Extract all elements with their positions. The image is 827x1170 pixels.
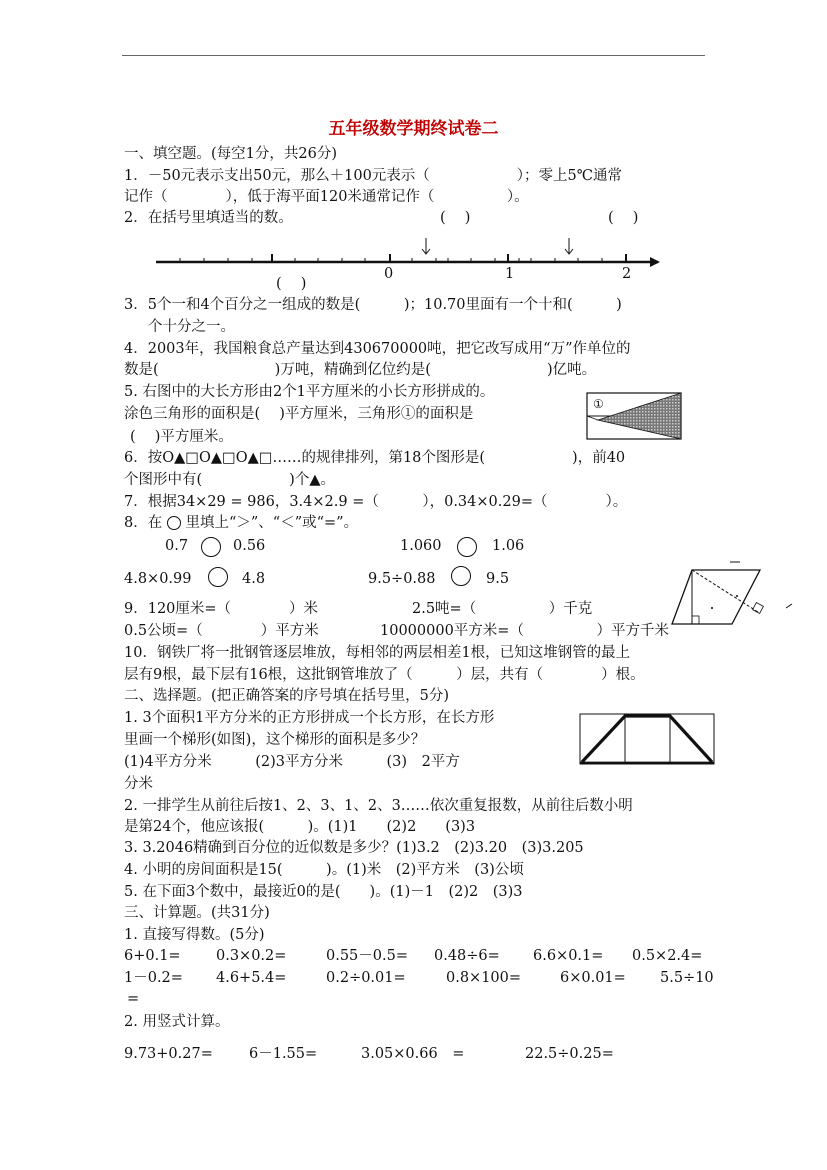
compare-circle[interactable] [457, 537, 477, 557]
compare-circle[interactable] [201, 537, 221, 557]
page-title: 五年级数学期终试卷二 [328, 119, 499, 139]
q9-item: 9．120厘米=（ ）米 [124, 601, 319, 617]
q6-line2: 个图形中有( )个▲。 [124, 472, 335, 488]
number-line-blank: ( ) [440, 210, 471, 226]
c1-line1: 1. 3个面积1平方分米的正方形拼成一个长方形，在长方形 [124, 710, 495, 726]
parallelogram-figure [668, 556, 827, 630]
compare-right: 1.06 [492, 538, 525, 554]
number-line-blank: ( ) [276, 276, 307, 292]
q3-line1: 3．5个一和4个百分之一组成的数是( )；10.70里面有一个十和( ) [124, 297, 622, 313]
k2-line: 2. 用竖式计算。 [124, 1014, 230, 1030]
header-rule [122, 55, 705, 56]
compare-circle[interactable] [451, 566, 471, 586]
q5-line1: 5. 右图中的大长方形由2个1平方厘米的小长方形拼成的。 [124, 384, 495, 400]
q7-line: 7．根据34×29 = 986，3.4×2.9 =（ ），0.34×0.29=（ ）。 [124, 494, 628, 510]
calc-item: 0.3×0.2= [216, 948, 287, 964]
vertical-calc-item: 9.73+0.27= [124, 1046, 213, 1062]
c1-line2: 里画一个梯形(如图)，这个梯形的面积是多少？ [124, 732, 426, 748]
calc-item-tail: = [127, 991, 140, 1007]
q6-line1: 6．按O▲□O▲□O▲□……的规律排列，第18个图形是( )，前40 [124, 450, 626, 466]
q2-line: 2．在括号里填适当的数。 [124, 210, 293, 226]
q10-line2: 层有9根，最下层有16根，这批钢管堆放了（ ）层，共有（ ）根。 [124, 667, 645, 683]
q9-item: 10000000平方米=（ ）平方千米 [380, 623, 669, 639]
q9-item: 2.5吨=（ ）千克 [412, 601, 593, 617]
tick-label: 0 [384, 266, 394, 282]
circle-icon [167, 516, 181, 530]
figure-label: ① [593, 397, 604, 411]
trapezoid-figure [578, 712, 718, 766]
calc-item: 0.48÷6= [434, 948, 500, 964]
calc-item: 0.2÷0.01= [326, 970, 406, 986]
number-line-blank: ( ) [608, 210, 639, 226]
q10-line1: 10．钢铁厂将一批钢管逐层堆放，每相邻的两层相差1根，已知这堆钢管的最上 [124, 645, 631, 661]
compare-right: 0.56 [233, 538, 266, 554]
compare-left: 4.8×0.99 [124, 571, 192, 587]
section-calc: 三、计算题。(共31分) [124, 905, 270, 921]
section-fill-in: 一、填空题。(每空1分，共26分) [124, 146, 337, 162]
q8-suffix: 里填上“＞”、“＜”或“=”。 [185, 515, 359, 531]
c1-line3: (1)4平方分米 (2)3平方分米 (3) 2平方 [124, 754, 460, 770]
compare-left: 0.7 [165, 538, 189, 554]
compare-circle[interactable] [208, 567, 228, 587]
calc-item: 1－0.2= [124, 970, 183, 986]
c3-line: 3. 3.2046精确到百分位的近似数是多少？(1)3.2 (2)3.20 (3)3.205 [124, 840, 584, 856]
compare-left: 1.060 [400, 538, 442, 554]
c5-line: 5. 在下面3个数中，最接近0的是( )。(1)－1 (2)2 (3)3 [124, 884, 523, 900]
q5-line2: 涂色三角形的面积是( )平方厘米，三角形①的面积是 [124, 406, 474, 422]
c2-line1: 2. 一排学生从前往后按1、2、3、1、2、3……依次重复报数，从前往后数小明 [124, 798, 633, 814]
q1-line2: 记作（ ），低于海平面120米通常记作（ ）。 [124, 189, 529, 205]
compare-right: 9.5 [486, 571, 510, 587]
calc-item: 6+0.1= [124, 948, 181, 964]
compare-left: 9.5÷0.88 [368, 571, 436, 587]
q8-prefix: 8．在 [124, 515, 163, 531]
calc-item: 4.6+5.4= [216, 970, 287, 986]
calc-item: 6×0.01= [560, 970, 626, 986]
calc-item: 6.6×0.1= [533, 948, 604, 964]
q5-line3: ( )平方厘米。 [130, 429, 233, 445]
calc-item: 5.5÷10 [660, 970, 714, 986]
q4-line2: 数是( )万吨，精确到亿位约是( )亿吨。 [124, 362, 597, 378]
vertical-calc-item: 6－1.55= [249, 1046, 318, 1062]
tick-label: 1 [505, 266, 515, 282]
calc-item: 0.55－0.5= [326, 948, 408, 964]
vertical-calc-item: 3.05×0.66 = [361, 1046, 465, 1062]
section-choice: 二、选择题。(把正确答案的序号填在括号里，5分) [124, 688, 450, 704]
q8-line [124, 513, 358, 533]
q3-line2: 个十分之一。 [148, 319, 235, 335]
q4-line1: 4．2003年，我国粮食总产量达到430670000吨，把它改写成用“万”作单位的 [124, 341, 631, 357]
q9-item: 0.5公顷=（ ）平方米 [124, 623, 319, 639]
vertical-calc-item: 22.5÷0.25= [525, 1046, 614, 1062]
c4-line: 4. 小明的房间面积是15( )。(1)米 (2)平方米 (3)公顷 [124, 862, 524, 878]
number-line [150, 232, 670, 282]
q1-line1: 1．－50元表示支出50元，那么＋100元表示（ ）；零上5℃通常 [124, 168, 622, 184]
calc-item: 0.8×100= [446, 970, 522, 986]
tick-label: 2 [622, 266, 632, 282]
compare-right: 4.8 [242, 571, 266, 587]
k1-line: 1. 直接写得数。(5分) [124, 927, 265, 943]
c2-line2: 是第24个，他应该报( )。(1)1 (2)2 (3)3 [124, 819, 476, 835]
calc-item: 0.5×2.4= [632, 948, 703, 964]
c1-line4: 分米 [124, 776, 153, 792]
